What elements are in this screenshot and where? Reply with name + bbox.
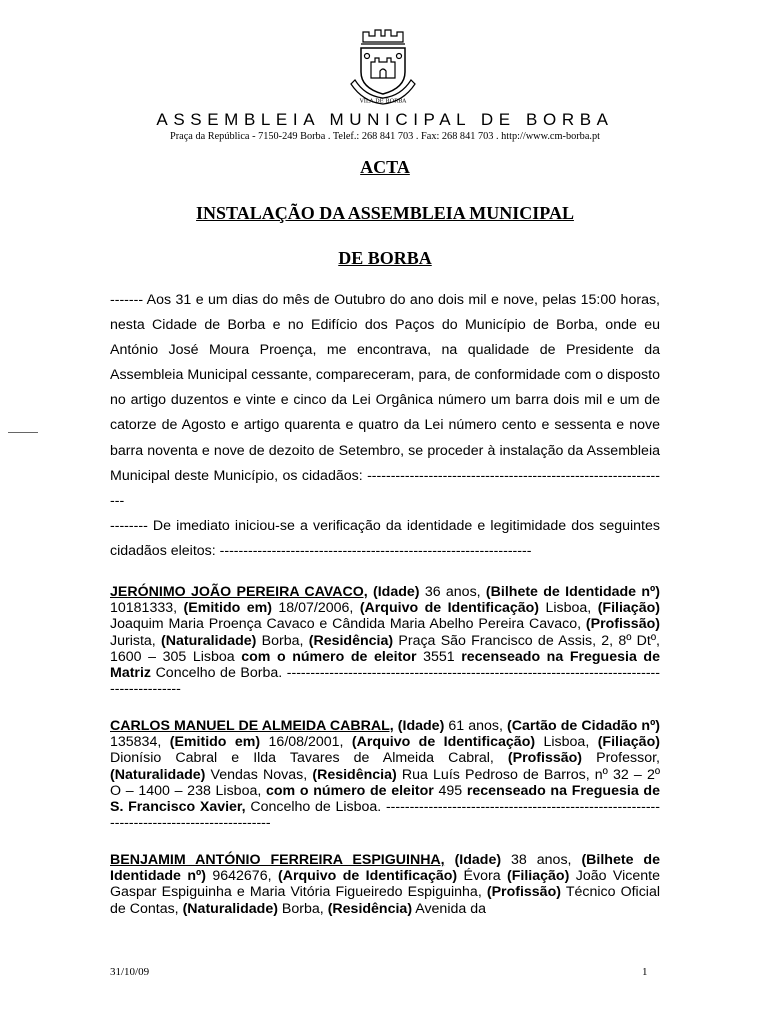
field-value: Avenida da <box>415 900 486 917</box>
field-label: (Arquivo de Identificação) <box>359 600 540 617</box>
field-label: (Bilhete de Identidade nº) <box>110 852 660 885</box>
field-label: (Profissão) <box>486 884 561 901</box>
field-label: recenseado na Freguesia de Matriz <box>110 648 660 682</box>
organization-address: Praça da República - 7150-249 Borba . Telef.: 268 841 703 . Fax: 268 841 703 . http://www.cm-borba.pt <box>170 131 600 142</box>
field-label: (Residência) <box>327 900 413 917</box>
field-label: (Arquivo de Identificação) <box>351 734 536 751</box>
citizen-name: BENJAMIM ANTÓNIO FERREIRA ESPIGUINHA, <box>110 852 445 868</box>
intro-section <box>110 288 660 564</box>
field-label: (Emitido em) <box>183 600 272 617</box>
field-label: (Idade) <box>454 852 502 868</box>
field-value: 3551 <box>423 648 455 665</box>
field-value: Lisboa, <box>543 734 590 751</box>
field-value: Praça São Francisco de Assis, 2, 8º Dtº, 1600 – 305 Lisboa <box>110 632 660 665</box>
field-label: com o número de eleitor <box>241 648 417 665</box>
field-label: recenseado na Freguesia de S. Francisco Xavier, <box>110 782 660 816</box>
field-label: (Filiação) <box>507 868 570 885</box>
municipal-crest-logo <box>343 22 423 108</box>
field-value: Concelho de Borba. ---------------------------------------------------------------------------------------------- <box>110 665 660 698</box>
field-label: (Filiação) <box>597 734 660 751</box>
document-title-line-1: INSTALAÇÃO DA ASSEMBLEIA MUNICIPAL <box>196 203 574 223</box>
field-label: com o número de eleitor <box>266 782 434 799</box>
field-label: (Profissão) <box>585 616 660 633</box>
field-value: Joaquim Maria Proença Cavaco e Cândida Maria Abelho Pereira Cavaco, <box>110 616 582 633</box>
field-value: 9642676, <box>212 868 272 885</box>
field-label: (Arquivo de Identificação) <box>277 868 458 885</box>
citizen-name: JERÓNIMO JOÃO PEREIRA CAVACO, <box>110 584 368 600</box>
margin-mark <box>8 432 38 433</box>
field-value: 135834, <box>110 734 162 751</box>
field-value: 495 <box>438 782 463 799</box>
field-value: Vendas Novas, <box>210 766 308 783</box>
field-label: (Profissão) <box>507 750 583 767</box>
field-label: (Idade) <box>372 584 420 600</box>
field-label: (Cartão de Cidadão nº) <box>507 718 660 734</box>
crest-motto: VILA DE BORBA <box>359 98 407 105</box>
organization-name: ASSEMBLEIA MUNICIPAL DE BORBA <box>156 110 614 129</box>
field-label: (Residência) <box>308 632 394 649</box>
page-number: 1 <box>642 966 648 978</box>
intro-paragraph-1: ------- Aos 31 e um dias do mês de Outubro do ano dois mil e nove, pelas 15:00 horas, nesta Cidade de Borba e no Edifício dos Paços do Município de Borba, onde eu António José Moura Proença, me encontrava, na qualidade de Presidente da Assembleia Municipal cessante, compareceram, para, de conformidade com o disposto no artigo duzentos e vinte e cinco da Lei Orgânica número um barra dois mil e um de catorze de Agosto e artigo quarenta e quatro da Lei número cento e sessenta e nove barra noventa e nove de dezoito de Setembro, se proceder à instalação da Assembleia Municipal deste Município, os cidadãos: ----------------------------------------------------------------- <box>110 292 660 509</box>
field-label: (Bilhete de Identidade nº) <box>485 584 660 600</box>
citizen-name: CARLOS MANUEL DE ALMEIDA CABRAL, <box>110 718 394 734</box>
field-value: Jurista, <box>110 632 156 649</box>
field-value: 16/08/2001, <box>268 734 344 751</box>
field-value: Lisboa, <box>545 600 592 617</box>
footer-date: 31/10/09 <box>110 966 150 978</box>
field-value: 38 anos, <box>511 852 572 868</box>
field-value: Técnico Oficial de Contas, <box>110 884 660 917</box>
field-label: (Idade) <box>397 718 445 734</box>
field-value: 61 anos, <box>448 718 503 734</box>
field-value: Dionísio Cabral e Ilda Tavares de Almeida Cabral, <box>110 750 494 767</box>
document-heading: ACTA <box>360 157 410 177</box>
field-label: (Residência) <box>312 766 397 783</box>
field-value: Borba, <box>281 900 324 917</box>
field-value: João Vicente Gaspar Espiguinha e Maria Vitória Figueiredo Espiguinha, <box>110 868 660 901</box>
elected-citizen-entry-2 <box>110 718 660 831</box>
field-value: Borba, <box>261 632 304 649</box>
intro-paragraph-2: -------- De imediato iniciou-se a verificação da identidade e legitimidade dos seguintes cidadãos eleitos: ------------------------------------------------------------------ <box>110 517 660 559</box>
field-value: 10181333, <box>110 600 178 617</box>
field-label: (Naturalidade) <box>110 766 206 783</box>
elected-citizen-entry-1 <box>110 584 660 697</box>
field-label: (Naturalidade) <box>182 900 278 917</box>
field-value: Rua Luís Pedroso de Barros, nº 32 – 2º O – 1400 – 238 Lisboa, <box>110 766 661 799</box>
field-value: Évora <box>463 868 501 885</box>
field-value: Professor, <box>596 750 660 767</box>
field-value: 18/07/2006, <box>278 600 354 617</box>
field-label: (Naturalidade) <box>161 632 257 649</box>
field-value: Concelho de Lisboa. -------------------------------------------------------------------------------------------- <box>110 799 660 832</box>
field-label: (Emitido em) <box>169 734 261 751</box>
field-label: (Filiação) <box>597 600 660 617</box>
elected-citizen-entry-3 <box>110 852 660 917</box>
field-value: 36 anos, <box>424 584 481 600</box>
document-title-line-2: DE BORBA <box>338 248 432 268</box>
